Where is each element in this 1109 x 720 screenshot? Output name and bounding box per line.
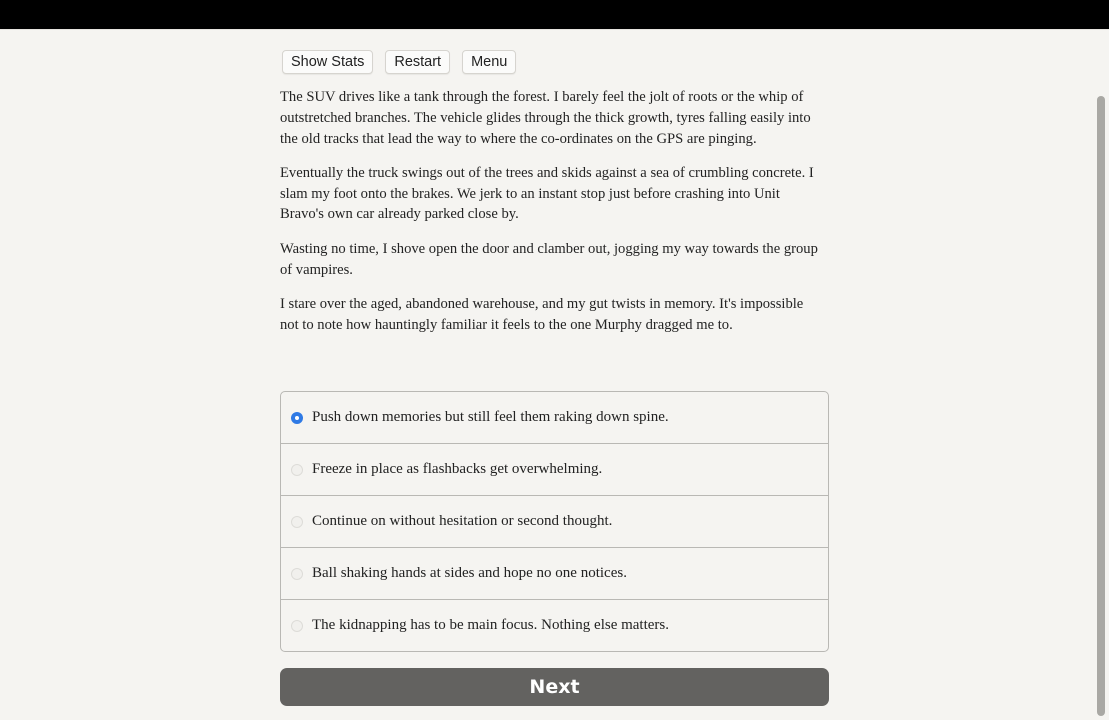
radio-selected-icon[interactable]	[291, 412, 303, 424]
game-toolbar	[282, 50, 516, 74]
choice-option[interactable]	[281, 392, 828, 443]
menu-button[interactable]: Menu	[462, 50, 516, 74]
choice-label: Continue on without hesitation or second thought.	[312, 513, 613, 529]
choice-list	[280, 391, 829, 652]
story-paragraph: Eventually the truck swings out of the trees and skids against a sea of crumbling concrete. I slam my foot onto the brakes. We jerk to an instant stop just before crashing into Unit Bravo's own car already parked close by.	[280, 164, 814, 223]
story-paragraph: Wasting no time, I shove open the door and clamber out, jogging my way towards the group of vampires.	[280, 240, 818, 278]
scrollbar-thumb[interactable]	[1097, 96, 1105, 716]
page-divider	[0, 29, 1109, 30]
choice-label: Freeze in place as flashbacks get overwhelming.	[312, 461, 603, 477]
choice-option[interactable]	[281, 443, 828, 495]
choice-label: Push down memories but still feel them raking down spine.	[312, 409, 669, 425]
story-paragraph: I stare over the aged, abandoned warehouse, and my gut twists in memory. It's impossible not to note how hauntingly familiar it feels to the one Murphy dragged me to.	[280, 295, 804, 333]
next-button[interactable]: Next	[280, 668, 829, 706]
choice-option[interactable]	[281, 599, 828, 651]
radio-unselected-icon[interactable]	[291, 464, 303, 476]
story-paragraph: The SUV drives like a tank through the forest. I barely feel the jolt of roots or the whip of outstretched branches. The vehicle glides through the thick growth, tyres falling easily into the old tracks that lead the way to where the co-ordinates on the GPS are pinging.	[280, 89, 811, 147]
choice-label: The kidnapping has to be main focus. Nothing else matters.	[312, 617, 670, 633]
restart-button[interactable]: Restart	[385, 50, 450, 74]
story-text	[280, 87, 825, 349]
radio-unselected-icon[interactable]	[291, 568, 303, 580]
top-black-bar	[0, 0, 1109, 29]
show-stats-button[interactable]: Show Stats	[282, 50, 373, 74]
radio-unselected-icon[interactable]	[291, 620, 303, 632]
radio-unselected-icon[interactable]	[291, 516, 303, 528]
choice-label: Ball shaking hands at sides and hope no one notices.	[312, 565, 627, 581]
choice-option[interactable]	[281, 547, 828, 599]
choice-option[interactable]	[281, 495, 828, 547]
